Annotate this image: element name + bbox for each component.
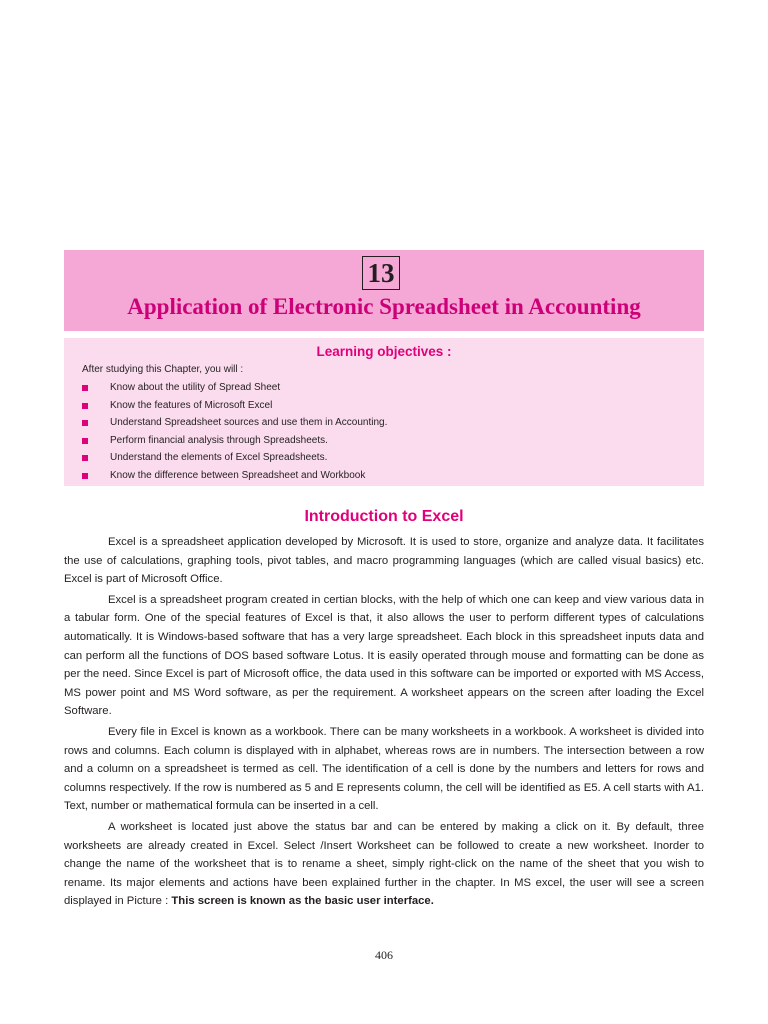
learning-objectives-box xyxy=(64,338,704,486)
chapter-number: 13 xyxy=(362,256,400,290)
chapter-title: Application of Electronic Spreadsheet in Accounting xyxy=(127,294,641,319)
square-bullet-icon xyxy=(82,385,88,391)
learning-objectives-heading: Learning objectives : xyxy=(316,344,452,359)
square-bullet-icon xyxy=(82,403,88,409)
learning-objectives-intro: After studying this Chapter, you will : xyxy=(82,364,244,375)
bold-text: This screen is known as the basic user interface. xyxy=(171,895,434,908)
paragraph: Excel is a spreadsheet application developed by Microsoft. It is used to store, organize and analyze data. It facilitates the use of calculations, graphing tools, pivot tables, and macro programming languages (which are called visual basics) etc. Excel is part of Microsoft Office. xyxy=(64,536,704,586)
square-bullet-icon xyxy=(82,438,88,444)
objective-text: Know about the utility of Spread Sheet xyxy=(110,382,281,393)
section-heading: Introduction to Excel xyxy=(304,508,464,525)
paragraph: Excel is a spreadsheet program created in certian blocks, with the help of which one can keep and view various data in a tabular form. One of the special features of Excel is that, it also allows the user to perform different types of calculations automatically. It is Windows-based software that has a very large spreadsheet. Each block in this spreadsheet inputs data and can perform all the functions of DOS based software Lotus. It is easily operated through mouse and formatting can be done as per the need. Since Excel is part of Microsoft office, the data used in this software can be imported or exported with MS Access, MS power point and MS Word software, as per the requirement. A worksheet appears on the screen after loading the Excel Software. xyxy=(64,593,704,718)
paragraph-last xyxy=(64,818,704,911)
objective-text: Understand the elements of Excel Spreadsheets. xyxy=(110,452,328,463)
page-number: 406 xyxy=(375,948,393,962)
square-bullet-icon xyxy=(82,473,88,479)
body-text xyxy=(64,533,704,913)
paragraph: Every file in Excel is known as a workbook. There can be many worksheets in a workbook. A worksheet is divided into rows and columns. Each column is displayed with in alphabet, whereas rows are in numbers. The intersection between a row and a column on a spreadsheet is termed as cell. The identification of a cell is done by the numbers and letters for rows and columns respectively. If the row is numbered as 5 and E represents column, the cell will be identified as E5. A cell starts with A1. Text, number or mathematical formula can be inserted in a cell. xyxy=(64,725,704,813)
square-bullet-icon xyxy=(82,455,88,461)
paragraph-text: A worksheet is located just above the status bar and can be entered by making a click on it. By default, three worksheets are already created in Excel. Select /Insert Worksheet can be followed to create a new worksheet. Inorder to change the name of the worksheet that is to rename a sheet, simply right-click on the name of the sheet that you wish to rename. Its major elements and actions have been explained further in the chapter. In MS excel, the user will see a screen displayed in Picture : xyxy=(64,820,704,908)
objective-text: Perform financial analysis through Spreadsheets. xyxy=(110,434,328,446)
objective-text: Know the features of Microsoft Excel xyxy=(110,399,273,411)
objective-text: Understand Spreadsheet sources and use them in Accounting. xyxy=(110,417,388,428)
square-bullet-icon xyxy=(82,420,88,426)
objective-text: Know the difference between Spreadsheet and Workbook xyxy=(110,469,366,481)
